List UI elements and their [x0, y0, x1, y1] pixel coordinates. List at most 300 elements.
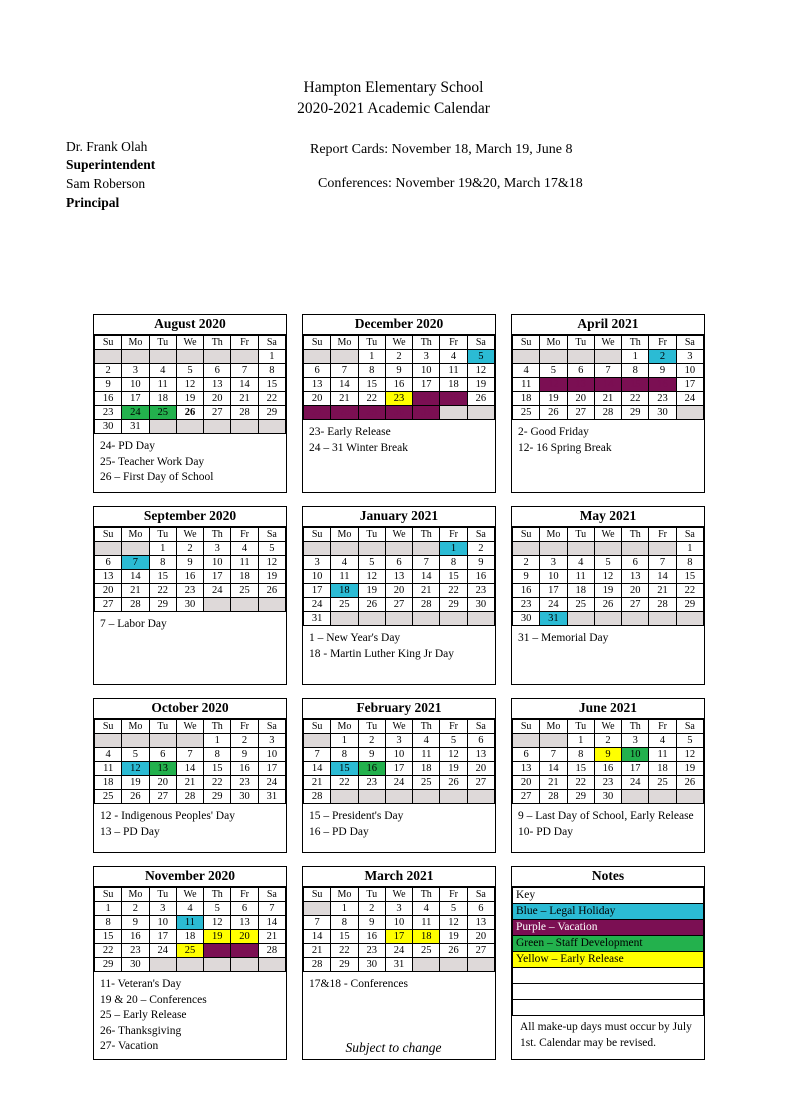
day-cell[interactable]: 25 [176, 944, 203, 958]
day-cell[interactable]: 23 [385, 392, 412, 406]
day-cell[interactable]: 29 [331, 958, 358, 972]
day-cell[interactable]: 17 [258, 762, 285, 776]
day-cell[interactable]: 1 [204, 734, 231, 748]
day-cell[interactable]: 20 [567, 392, 594, 406]
day-cell[interactable]: 10 [258, 748, 285, 762]
day-cell[interactable]: 22 [331, 776, 358, 790]
day-cell[interactable]: 18 [649, 762, 676, 776]
day-cell[interactable]: 6 [467, 734, 494, 748]
day-cell[interactable]: 22 [440, 584, 467, 598]
day-cell[interactable]: 24 [622, 776, 649, 790]
day-cell[interactable]: 5 [176, 364, 203, 378]
day-cell[interactable]: 25 [649, 776, 676, 790]
day-cell[interactable]: 27 [204, 406, 231, 420]
day-cell[interactable]: 17 [676, 378, 703, 392]
day-cell[interactable]: 12 [122, 762, 149, 776]
day-cell[interactable]: 3 [122, 364, 149, 378]
day-cell[interactable]: 30 [95, 420, 122, 434]
day-cell[interactable]: 27 [622, 598, 649, 612]
day-cell[interactable]: 9 [358, 748, 385, 762]
day-cell[interactable]: 8 [204, 748, 231, 762]
day-cell[interactable]: 21 [304, 776, 331, 790]
day-cell[interactable]: 23 [649, 392, 676, 406]
day-cell[interactable]: 15 [358, 378, 385, 392]
day-cell[interactable]: 3 [413, 350, 440, 364]
day-cell[interactable]: 17 [413, 378, 440, 392]
day-cell[interactable]: 3 [385, 734, 412, 748]
day-cell[interactable]: 1 [331, 734, 358, 748]
day-cell[interactable]: 16 [358, 762, 385, 776]
day-cell[interactable]: 2 [95, 364, 122, 378]
day-cell[interactable]: 11 [513, 378, 540, 392]
day-cell[interactable]: 16 [176, 570, 203, 584]
day-cell[interactable]: 1 [358, 350, 385, 364]
day-cell[interactable]: 22 [358, 392, 385, 406]
day-cell[interactable]: 18 [567, 584, 594, 598]
day-cell[interactable]: 17 [622, 762, 649, 776]
day-cell[interactable]: 28 [304, 790, 331, 804]
day-cell[interactable]: 24 [540, 598, 567, 612]
day-cell[interactable]: 5 [440, 734, 467, 748]
day-cell[interactable]: 20 [149, 776, 176, 790]
day-cell[interactable]: 28 [231, 406, 258, 420]
day-cell[interactable]: 3 [204, 542, 231, 556]
day-cell[interactable]: 7 [122, 556, 149, 570]
day-cell[interactable]: 2 [649, 350, 676, 364]
day-cell[interactable]: 16 [95, 392, 122, 406]
day-cell[interactable]: 24 [385, 944, 412, 958]
day-cell[interactable]: 26 [594, 598, 621, 612]
day-cell[interactable]: 22 [331, 944, 358, 958]
day-cell[interactable]: 2 [513, 556, 540, 570]
day-cell[interactable]: 7 [304, 916, 331, 930]
day-cell[interactable]: 19 [594, 584, 621, 598]
day-cell[interactable]: 30 [385, 406, 412, 420]
day-cell[interactable]: 18 [440, 378, 467, 392]
day-cell[interactable]: 28 [540, 790, 567, 804]
day-cell[interactable]: 12 [594, 570, 621, 584]
day-cell[interactable]: 3 [149, 902, 176, 916]
day-cell[interactable]: 30 [358, 958, 385, 972]
day-cell[interactable]: 31 [540, 612, 567, 626]
day-cell[interactable]: 3 [304, 556, 331, 570]
day-cell[interactable]: 12 [676, 748, 703, 762]
day-cell[interactable]: 27 [467, 776, 494, 790]
day-cell[interactable]: 25 [95, 790, 122, 804]
day-cell[interactable]: 6 [622, 556, 649, 570]
day-cell[interactable]: 11 [176, 916, 203, 930]
day-cell[interactable]: 3 [258, 734, 285, 748]
day-cell[interactable]: 11 [231, 556, 258, 570]
day-cell[interactable]: 22 [95, 944, 122, 958]
day-cell[interactable]: 3 [622, 734, 649, 748]
day-cell[interactable]: 6 [231, 902, 258, 916]
day-cell[interactable]: 14 [413, 570, 440, 584]
day-cell[interactable]: 31 [258, 790, 285, 804]
day-cell[interactable]: 16 [513, 584, 540, 598]
day-cell[interactable]: 12 [440, 748, 467, 762]
day-cell[interactable]: 2 [358, 734, 385, 748]
day-cell[interactable]: 4 [231, 542, 258, 556]
day-cell[interactable]: 4 [95, 748, 122, 762]
day-cell[interactable]: 4 [331, 556, 358, 570]
day-cell[interactable]: 31 [413, 406, 440, 420]
day-cell[interactable]: 2 [358, 902, 385, 916]
day-cell[interactable]: 26 [467, 392, 494, 406]
day-cell[interactable]: 8 [567, 748, 594, 762]
day-cell[interactable]: 16 [385, 378, 412, 392]
day-cell[interactable]: 2 [231, 734, 258, 748]
day-cell[interactable]: 29 [258, 406, 285, 420]
day-cell[interactable]: 9 [122, 916, 149, 930]
day-cell[interactable]: 2 [122, 902, 149, 916]
day-cell[interactable]: 7 [258, 902, 285, 916]
day-cell[interactable]: 25 [413, 776, 440, 790]
day-cell[interactable]: 16 [122, 930, 149, 944]
day-cell[interactable]: 18 [149, 392, 176, 406]
day-cell[interactable]: 24 [385, 776, 412, 790]
day-cell[interactable]: 29 [440, 598, 467, 612]
day-cell[interactable]: 4 [567, 556, 594, 570]
day-cell[interactable]: 26 [122, 790, 149, 804]
day-cell[interactable]: 28 [176, 790, 203, 804]
day-cell[interactable]: 17 [149, 930, 176, 944]
day-cell[interactable]: 17 [204, 570, 231, 584]
day-cell[interactable]: 24 [204, 584, 231, 598]
day-cell[interactable]: 21 [231, 392, 258, 406]
day-cell[interactable]: 5 [122, 748, 149, 762]
day-cell[interactable]: 14 [331, 378, 358, 392]
day-cell[interactable]: 19 [440, 930, 467, 944]
day-cell[interactable]: 13 [467, 916, 494, 930]
day-cell[interactable]: 27 [149, 790, 176, 804]
day-cell[interactable]: 23 [231, 776, 258, 790]
day-cell[interactable]: 22 [622, 392, 649, 406]
day-cell[interactable]: 7 [594, 364, 621, 378]
day-cell[interactable]: 14 [231, 378, 258, 392]
day-cell[interactable]: 31 [122, 420, 149, 434]
day-cell[interactable]: 27 [567, 406, 594, 420]
day-cell[interactable]: 10 [413, 364, 440, 378]
day-cell[interactable]: 8 [331, 916, 358, 930]
day-cell[interactable]: 13 [95, 570, 122, 584]
day-cell[interactable]: 12 [258, 556, 285, 570]
day-cell[interactable]: 31 [385, 958, 412, 972]
day-cell[interactable]: 10 [204, 556, 231, 570]
day-cell[interactable]: 20 [622, 584, 649, 598]
day-cell[interactable]: 28 [304, 958, 331, 972]
day-cell[interactable]: 10 [149, 916, 176, 930]
day-cell[interactable]: 5 [467, 350, 494, 364]
day-cell[interactable]: 14 [176, 762, 203, 776]
day-cell[interactable]: 20 [304, 392, 331, 406]
day-cell[interactable]: 9 [385, 364, 412, 378]
day-cell[interactable]: 4 [440, 350, 467, 364]
day-cell[interactable]: 5 [440, 902, 467, 916]
day-cell[interactable]: 18 [95, 776, 122, 790]
day-cell[interactable]: 18 [513, 392, 540, 406]
day-cell[interactable]: 26 [676, 776, 703, 790]
day-cell[interactable]: 10 [676, 364, 703, 378]
day-cell[interactable]: 21 [413, 584, 440, 598]
day-cell[interactable]: 2 [594, 734, 621, 748]
day-cell[interactable]: 30 [467, 598, 494, 612]
day-cell[interactable]: 11 [649, 748, 676, 762]
day-cell[interactable]: 9 [513, 570, 540, 584]
day-cell[interactable]: 25 [567, 598, 594, 612]
day-cell[interactable]: 15 [95, 930, 122, 944]
day-cell[interactable]: 26 [358, 598, 385, 612]
day-cell[interactable]: 3 [676, 350, 703, 364]
day-cell[interactable]: 22 [149, 584, 176, 598]
day-cell[interactable]: 6 [385, 556, 412, 570]
day-cell[interactable]: 15 [440, 570, 467, 584]
day-cell[interactable]: 25 [149, 406, 176, 420]
day-cell[interactable]: 22 [258, 392, 285, 406]
day-cell[interactable]: 24 [122, 406, 149, 420]
day-cell[interactable]: 7 [649, 556, 676, 570]
day-cell[interactable]: 26 [540, 406, 567, 420]
day-cell[interactable]: 1 [676, 542, 703, 556]
day-cell[interactable]: 19 [440, 762, 467, 776]
day-cell[interactable]: 2 [176, 542, 203, 556]
day-cell[interactable]: 27 [231, 944, 258, 958]
day-cell[interactable]: 15 [258, 378, 285, 392]
day-cell[interactable]: 8 [258, 364, 285, 378]
day-cell[interactable]: 27 [304, 406, 331, 420]
day-cell[interactable]: 14 [304, 762, 331, 776]
day-cell[interactable]: 10 [540, 570, 567, 584]
day-cell[interactable]: 21 [649, 584, 676, 598]
day-cell[interactable]: 1 [567, 734, 594, 748]
day-cell[interactable]: 6 [567, 364, 594, 378]
day-cell[interactable]: 10 [385, 916, 412, 930]
day-cell[interactable]: 28 [594, 406, 621, 420]
day-cell[interactable]: 27 [385, 598, 412, 612]
day-cell[interactable]: 19 [358, 584, 385, 598]
day-cell[interactable]: 23 [176, 584, 203, 598]
day-cell[interactable]: 26 [258, 584, 285, 598]
day-cell[interactable]: 29 [567, 790, 594, 804]
day-cell[interactable]: 1 [95, 902, 122, 916]
day-cell[interactable]: 11 [95, 762, 122, 776]
day-cell[interactable]: 8 [331, 748, 358, 762]
day-cell[interactable]: 10 [622, 748, 649, 762]
day-cell[interactable]: 6 [95, 556, 122, 570]
day-cell[interactable]: 28 [649, 598, 676, 612]
day-cell[interactable]: 16 [649, 378, 676, 392]
day-cell[interactable]: 15 [149, 570, 176, 584]
day-cell[interactable]: 26 [176, 406, 203, 420]
day-cell[interactable]: 6 [467, 902, 494, 916]
day-cell[interactable]: 26 [204, 944, 231, 958]
day-cell[interactable]: 15 [204, 762, 231, 776]
day-cell[interactable]: 13 [513, 762, 540, 776]
day-cell[interactable]: 18 [413, 762, 440, 776]
day-cell[interactable]: 19 [540, 392, 567, 406]
day-cell[interactable]: 7 [413, 556, 440, 570]
day-cell[interactable]: 16 [231, 762, 258, 776]
day-cell[interactable]: 13 [204, 378, 231, 392]
day-cell[interactable]: 30 [513, 612, 540, 626]
day-cell[interactable]: 24 [413, 392, 440, 406]
day-cell[interactable]: 6 [304, 364, 331, 378]
day-cell[interactable]: 11 [413, 916, 440, 930]
day-cell[interactable]: 7 [231, 364, 258, 378]
day-cell[interactable]: 8 [440, 556, 467, 570]
day-cell[interactable]: 9 [594, 748, 621, 762]
day-cell[interactable]: 26 [440, 944, 467, 958]
day-cell[interactable]: 12 [204, 916, 231, 930]
day-cell[interactable]: 26 [440, 776, 467, 790]
day-cell[interactable]: 30 [231, 790, 258, 804]
day-cell[interactable]: 24 [258, 776, 285, 790]
day-cell[interactable]: 20 [513, 776, 540, 790]
day-cell[interactable]: 13 [385, 570, 412, 584]
day-cell[interactable]: 24 [304, 598, 331, 612]
day-cell[interactable]: 20 [204, 392, 231, 406]
day-cell[interactable]: 25 [440, 392, 467, 406]
day-cell[interactable]: 19 [676, 762, 703, 776]
day-cell[interactable]: 25 [331, 598, 358, 612]
day-cell[interactable]: 25 [513, 406, 540, 420]
day-cell[interactable]: 24 [149, 944, 176, 958]
day-cell[interactable]: 19 [176, 392, 203, 406]
day-cell[interactable]: 8 [358, 364, 385, 378]
day-cell[interactable]: 11 [440, 364, 467, 378]
day-cell[interactable]: 5 [676, 734, 703, 748]
day-cell[interactable]: 1 [149, 542, 176, 556]
day-cell[interactable]: 14 [122, 570, 149, 584]
day-cell[interactable]: 23 [467, 584, 494, 598]
day-cell[interactable]: 29 [622, 406, 649, 420]
day-cell[interactable]: 10 [304, 570, 331, 584]
day-cell[interactable]: 28 [122, 598, 149, 612]
day-cell[interactable]: 4 [513, 364, 540, 378]
day-cell[interactable]: 30 [594, 790, 621, 804]
day-cell[interactable]: 20 [95, 584, 122, 598]
day-cell[interactable]: 19 [204, 930, 231, 944]
day-cell[interactable]: 27 [513, 790, 540, 804]
day-cell[interactable]: 9 [95, 378, 122, 392]
day-cell[interactable]: 21 [258, 930, 285, 944]
day-cell[interactable]: 31 [304, 612, 331, 626]
day-cell[interactable]: 19 [122, 776, 149, 790]
day-cell[interactable]: 20 [467, 930, 494, 944]
day-cell[interactable]: 6 [513, 748, 540, 762]
day-cell[interactable]: 9 [231, 748, 258, 762]
day-cell[interactable]: 18 [176, 930, 203, 944]
day-cell[interactable]: 29 [204, 790, 231, 804]
day-cell[interactable]: 4 [413, 734, 440, 748]
day-cell[interactable]: 3 [540, 556, 567, 570]
day-cell[interactable]: 15 [331, 930, 358, 944]
day-cell[interactable]: 1 [258, 350, 285, 364]
day-cell[interactable]: 30 [122, 958, 149, 972]
day-cell[interactable]: 21 [122, 584, 149, 598]
day-cell[interactable]: 27 [95, 598, 122, 612]
day-cell[interactable]: 17 [540, 584, 567, 598]
day-cell[interactable]: 5 [258, 542, 285, 556]
day-cell[interactable]: 18 [331, 584, 358, 598]
day-cell[interactable]: 29 [358, 406, 385, 420]
day-cell[interactable]: 8 [622, 364, 649, 378]
day-cell[interactable]: 11 [331, 570, 358, 584]
day-cell[interactable]: 23 [122, 944, 149, 958]
day-cell[interactable]: 28 [413, 598, 440, 612]
day-cell[interactable]: 2 [467, 542, 494, 556]
day-cell[interactable]: 3 [385, 902, 412, 916]
day-cell[interactable]: 1 [331, 902, 358, 916]
day-cell[interactable]: 9 [649, 364, 676, 378]
day-cell[interactable]: 22 [204, 776, 231, 790]
day-cell[interactable]: 11 [413, 748, 440, 762]
day-cell[interactable]: 18 [231, 570, 258, 584]
day-cell[interactable]: 13 [622, 570, 649, 584]
day-cell[interactable]: 8 [95, 916, 122, 930]
day-cell[interactable]: 23 [95, 406, 122, 420]
day-cell[interactable]: 19 [258, 570, 285, 584]
day-cell[interactable]: 8 [676, 556, 703, 570]
day-cell[interactable]: 30 [176, 598, 203, 612]
day-cell[interactable]: 22 [676, 584, 703, 598]
day-cell[interactable]: 16 [358, 930, 385, 944]
day-cell[interactable]: 5 [204, 902, 231, 916]
day-cell[interactable]: 12 [540, 378, 567, 392]
day-cell[interactable]: 1 [440, 542, 467, 556]
day-cell[interactable]: 2 [385, 350, 412, 364]
day-cell[interactable]: 21 [331, 392, 358, 406]
day-cell[interactable]: 4 [413, 902, 440, 916]
day-cell[interactable]: 29 [676, 598, 703, 612]
day-cell[interactable]: 25 [231, 584, 258, 598]
day-cell[interactable]: 14 [540, 762, 567, 776]
day-cell[interactable]: 15 [331, 762, 358, 776]
day-cell[interactable]: 6 [149, 748, 176, 762]
day-cell[interactable]: 13 [467, 748, 494, 762]
day-cell[interactable]: 28 [331, 406, 358, 420]
day-cell[interactable]: 15 [567, 762, 594, 776]
day-cell[interactable]: 21 [540, 776, 567, 790]
day-cell[interactable]: 20 [467, 762, 494, 776]
day-cell[interactable]: 11 [567, 570, 594, 584]
day-cell[interactable]: 9 [467, 556, 494, 570]
day-cell[interactable]: 29 [95, 958, 122, 972]
day-cell[interactable]: 16 [467, 570, 494, 584]
day-cell[interactable]: 7 [540, 748, 567, 762]
day-cell[interactable]: 5 [540, 364, 567, 378]
day-cell[interactable]: 17 [385, 930, 412, 944]
day-cell[interactable]: 14 [649, 570, 676, 584]
day-cell[interactable]: 10 [122, 378, 149, 392]
day-cell[interactable]: 4 [176, 902, 203, 916]
day-cell[interactable]: 17 [304, 584, 331, 598]
day-cell[interactable]: 8 [149, 556, 176, 570]
day-cell[interactable]: 12 [176, 378, 203, 392]
day-cell[interactable]: 11 [149, 378, 176, 392]
day-cell[interactable]: 21 [304, 944, 331, 958]
day-cell[interactable]: 4 [649, 734, 676, 748]
day-cell[interactable]: 16 [594, 762, 621, 776]
day-cell[interactable]: 9 [358, 916, 385, 930]
day-cell[interactable]: 13 [304, 378, 331, 392]
day-cell[interactable]: 23 [513, 598, 540, 612]
day-cell[interactable]: 7 [176, 748, 203, 762]
day-cell[interactable]: 27 [467, 944, 494, 958]
day-cell[interactable]: 20 [231, 930, 258, 944]
day-cell[interactable]: 12 [467, 364, 494, 378]
day-cell[interactable]: 15 [676, 570, 703, 584]
